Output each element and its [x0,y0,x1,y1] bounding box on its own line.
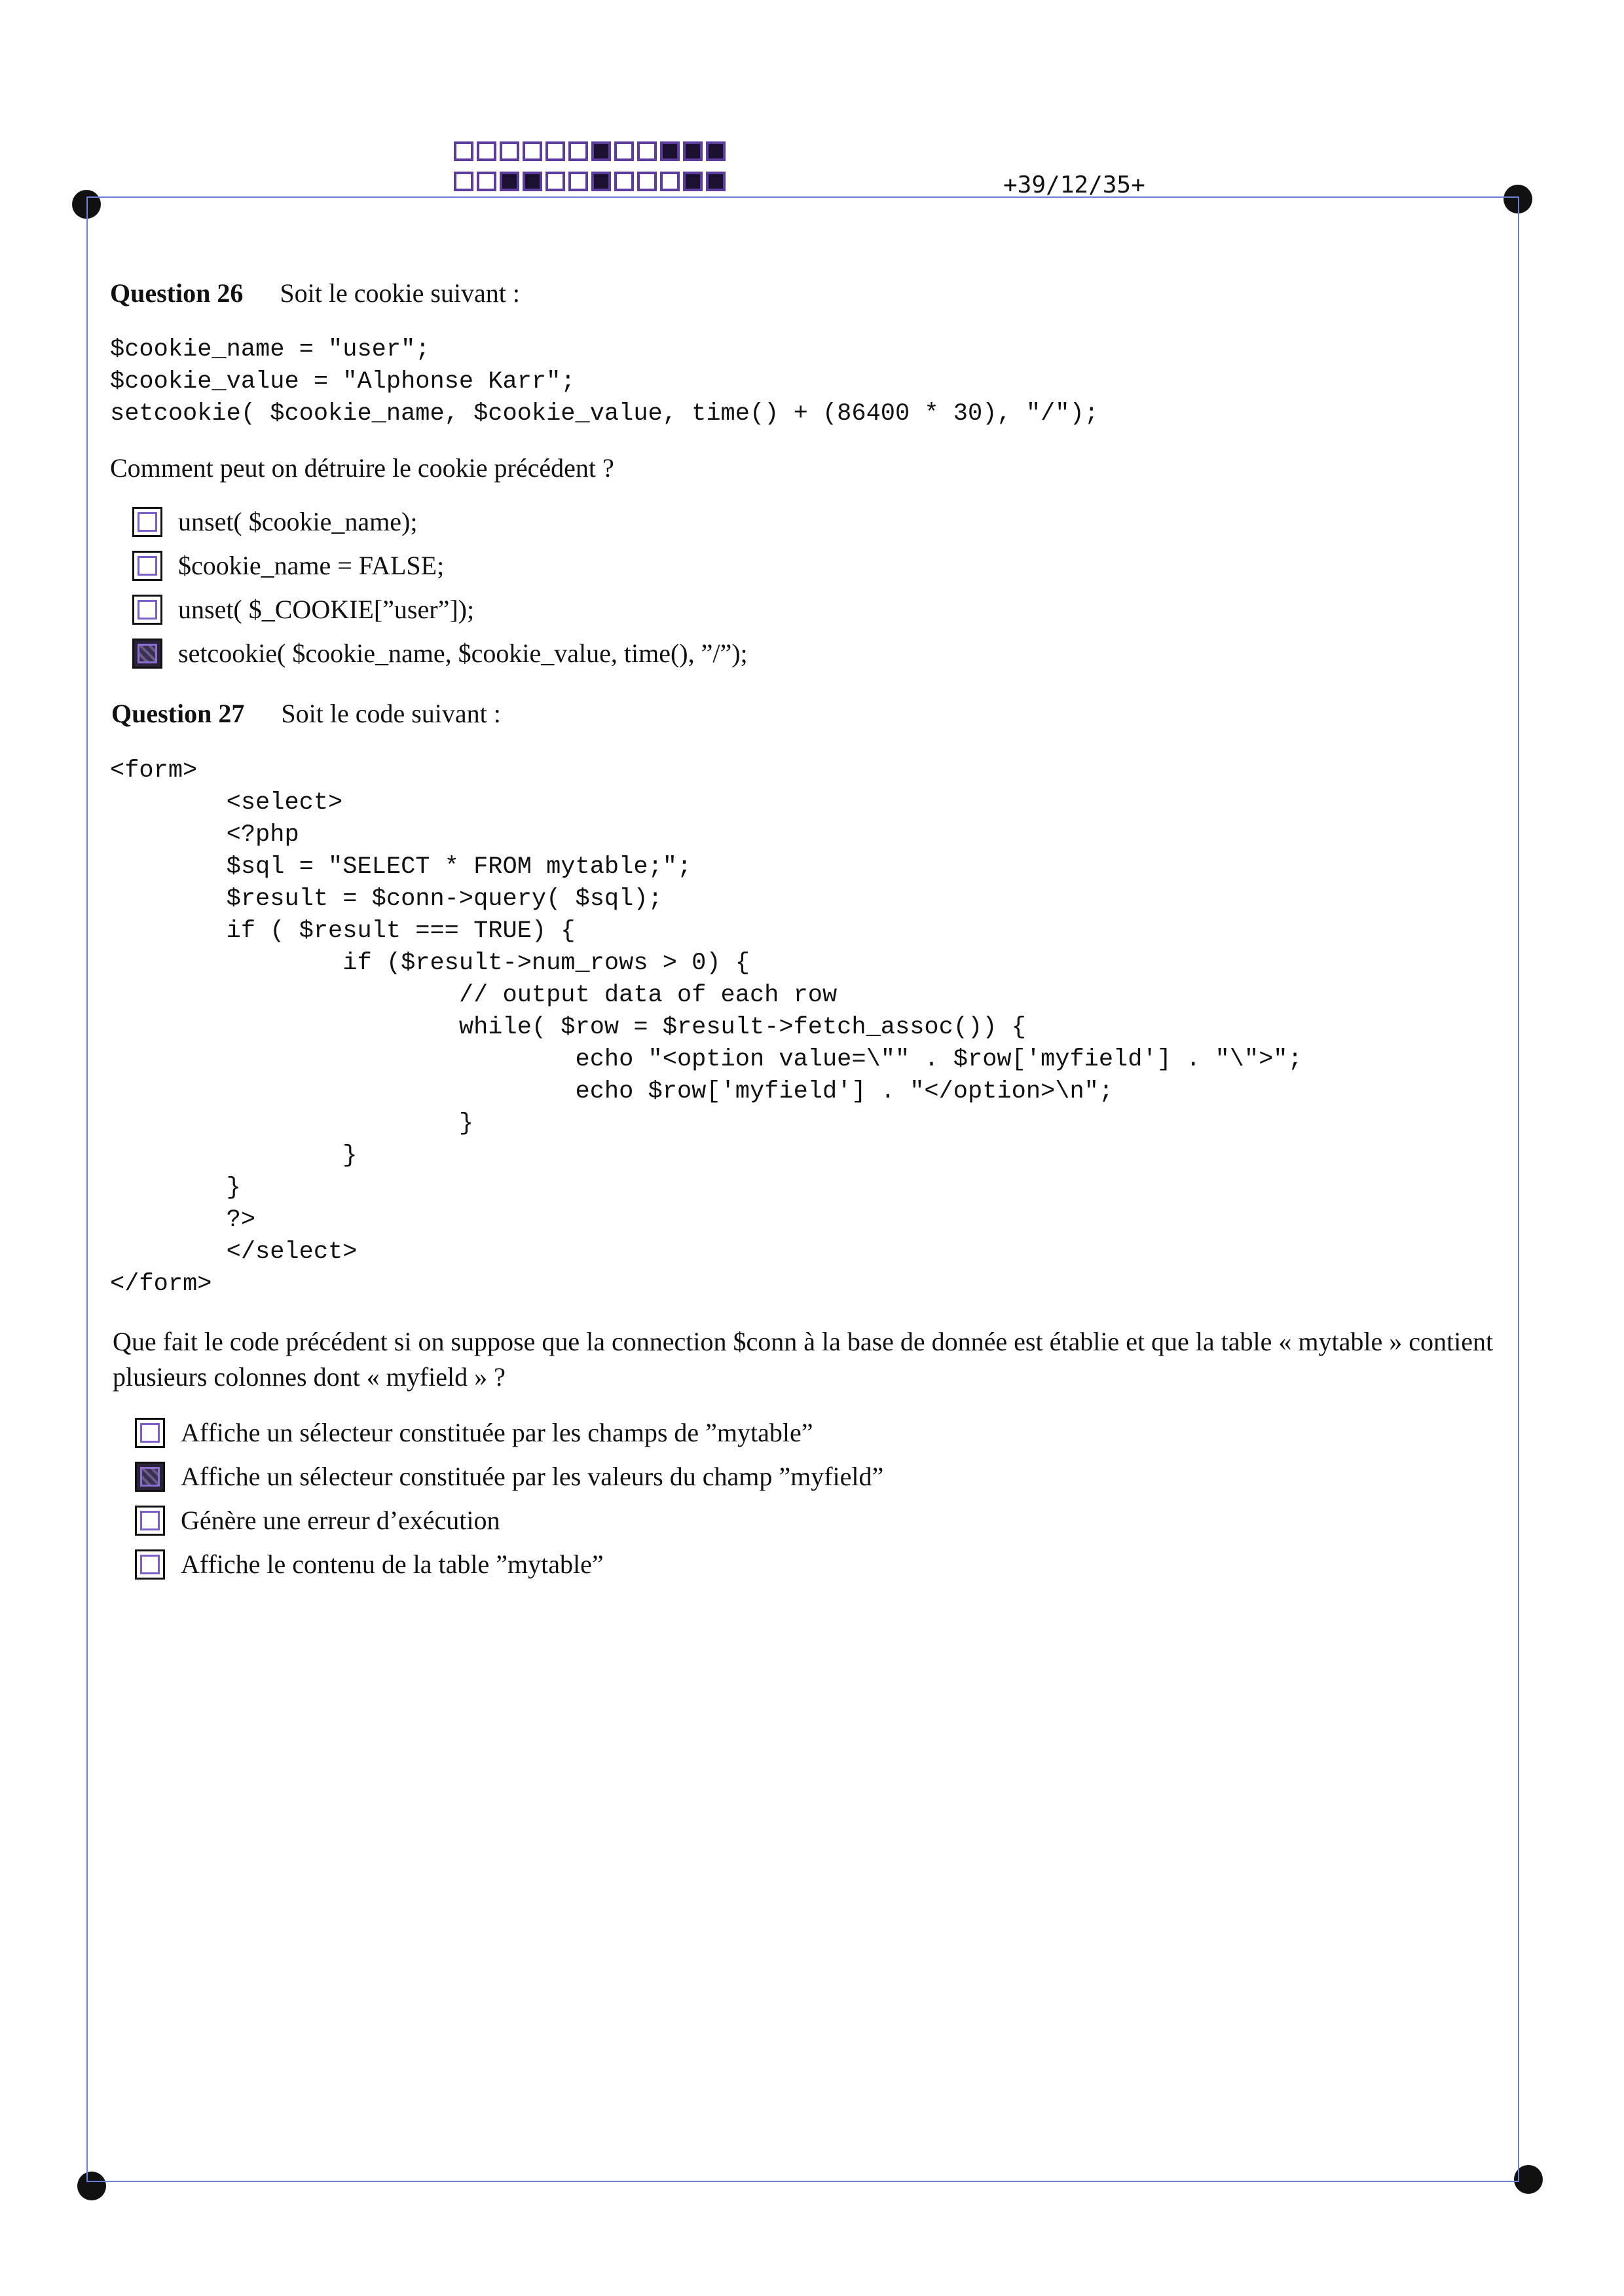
barcode-row-1-cell [591,141,611,161]
q26-option-1-label: unset( $cookie_name); [178,507,418,536]
q26-intro: Soit le cookie suivant : [280,278,520,308]
q26-number: Question 26 [110,278,244,308]
q26-option-3[interactable] [132,587,748,631]
barcode-row-1-cell [568,141,588,161]
barcode-row-2-cell [477,172,496,191]
barcode-row-1-cell [660,141,680,161]
barcode-row-2-cell [706,172,726,191]
q27-option-2-checkbox[interactable] [135,1462,165,1492]
q26-option-1-checkbox[interactable] [132,507,162,537]
q27-option-1[interactable] [135,1411,883,1454]
barcode-row-2-cell [683,172,703,191]
page-id: +39/12/35+ [1003,172,1145,198]
q27-option-1-checkbox[interactable] [135,1418,165,1448]
q27-option-2[interactable] [135,1454,883,1498]
barcode-row-2-cell [614,172,634,191]
barcode-row-1-cell [454,141,473,161]
q26-option-4[interactable] [132,631,748,675]
barcode-row-2-cell [545,172,565,191]
q26-option-4-label: setcookie( $cookie_name, $cookie_value, time(), ”/”); [178,639,748,668]
q27-option-2-label: Affiche un sélecteur constituée par les valeurs du champ ”myfield” [181,1462,884,1491]
q27-options [135,1411,883,1586]
barcode-row-1-cell [637,141,657,161]
barcode-row-1 [454,141,726,161]
q27-title [111,698,501,729]
barcode-row-1-cell [523,141,542,161]
q26-option-3-checkbox[interactable] [132,595,162,625]
q26-options [132,500,748,675]
barcode-row-2-cell [660,172,680,191]
barcode-row-1-cell [477,141,496,161]
barcode-row-2-cell [568,172,588,191]
q27-code: <form> <select> <?php $sql = "SELECT * FROM mytable;"; $result = $conn->query( $sql); if ( $result === TRUE) { if ($result->num_rows > 0) { // output data of each row while( $row = $result->fetch_assoc()) { echo "<option value=\"" . $row['myfield'] . "\">"; echo $row['myfield'] . "</option>\n"; } } } ?> </select> </form> [110,757,1302,1298]
q27-number: Question 27 [111,699,245,728]
barcode-row-1-cell [500,141,519,161]
barcode-row-2-cell [637,172,657,191]
q26-title [110,278,520,308]
q27-prompt: Que fait le code précédent si on suppose que la connection $conn à la base de donnée est établie et que la table « mytable » contient plusieurs colonnes dont « myfield » ? [113,1327,1494,1392]
q26-prompt: Comment peut on détruire le cookie précédent ? [110,453,614,483]
q26-option-2-label: $cookie_name = FALSE; [178,551,445,580]
barcode-row-1-cell [614,141,634,161]
barcode-row-2-cell [500,172,519,191]
barcode-row-2-cell [591,172,611,191]
q26-option-2-checkbox[interactable] [132,551,162,581]
barcode-row-1-cell [706,141,726,161]
barcode-row-1-cell [683,141,703,161]
barcode-row-2 [454,172,726,191]
q27-option-1-label: Affiche un sélecteur constituée par les champs de ”mytable” [181,1418,813,1447]
q27-option-3-label: Génère une erreur d’exécution [181,1506,500,1535]
barcode-row-2-cell [454,172,473,191]
barcode-row-2-cell [523,172,542,191]
q27-option-4-label: Affiche le contenu de la table ”mytable” [181,1549,604,1579]
q27-option-3[interactable] [135,1498,883,1542]
q26-code: $cookie_name = "user"; $cookie_value = "Alphonse Karr"; setcookie( $cookie_name, $cookie_value, time() + (86400 * 30), "/"); [110,336,1099,428]
q26-option-3-label: unset( $_COOKIE[”user”]); [178,595,475,624]
q26-option-1[interactable] [132,500,748,544]
q27-option-3-checkbox[interactable] [135,1506,165,1536]
q27-option-4-checkbox[interactable] [135,1549,165,1580]
q26-option-4-checkbox[interactable] [132,639,162,669]
q27-option-4[interactable] [135,1542,883,1586]
q26-option-2[interactable] [132,544,748,587]
q27-intro: Soit le code suivant : [281,699,501,728]
barcode-row-1-cell [545,141,565,161]
